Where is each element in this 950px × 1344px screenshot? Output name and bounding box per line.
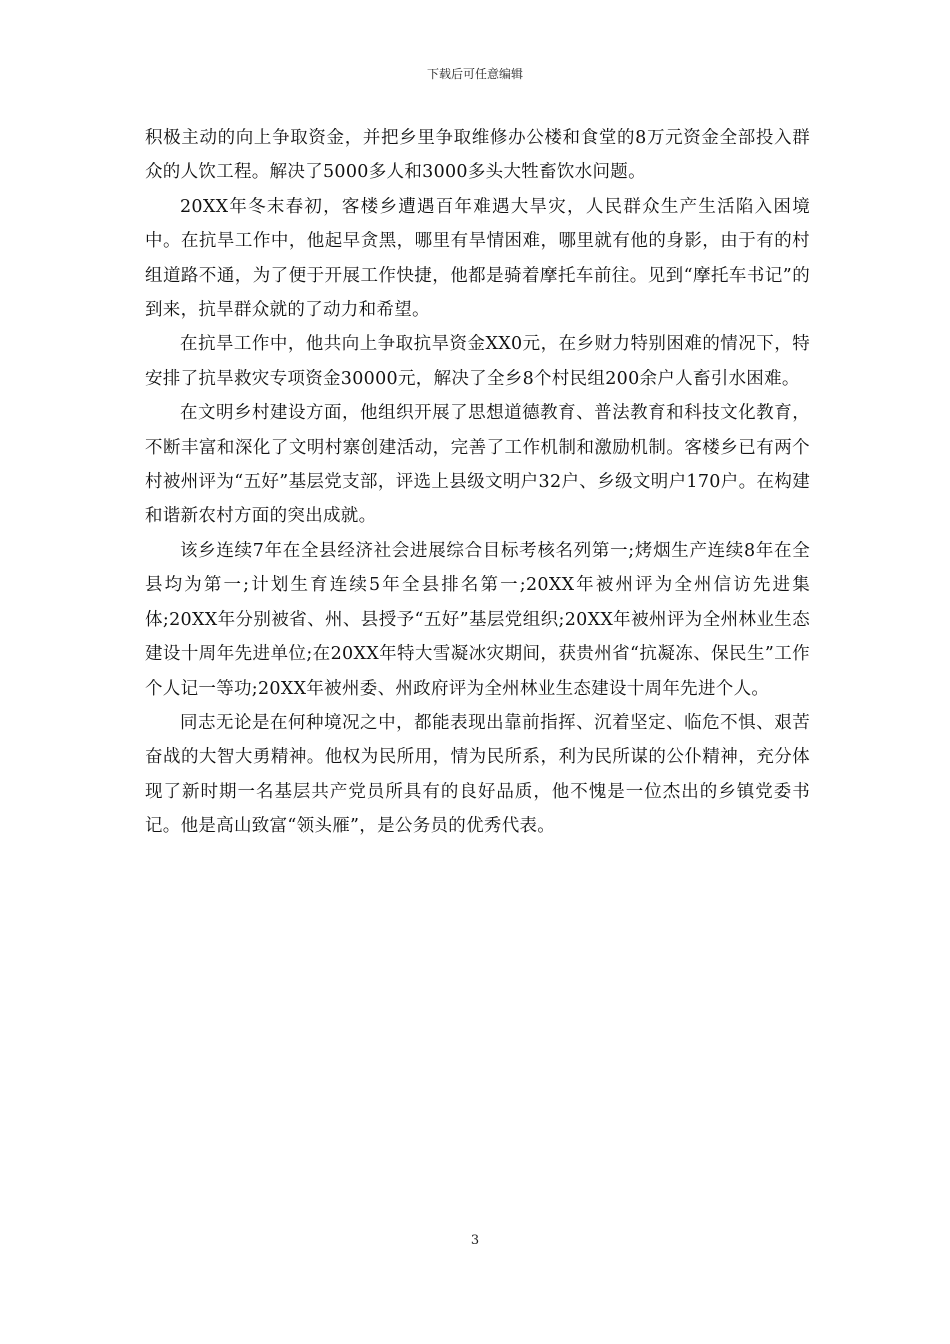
page-number: 3 — [470, 1233, 480, 1248]
paragraph-drought: 20XX年冬末春初，客楼乡遭遇百年难遇大旱灾，人民群众生产生活陷入困境中。在抗旱工作中，他起早贪黑，哪里有旱情困难，哪里就有他的身影，由于有的村组道路不通，为了便于开展工作快捷，他都是骑着摩托车前往。见到“摩托车书记”的到来，抗旱群众就的了动力和希望。 — [145, 196, 810, 321]
paragraph-civilized-village: 在文明乡村建设方面，他组织开展了思想道德教育、普法教育和科技文化教育，不断丰富和深化了文明村寨创建活动，完善了工作机制和激励机制。客楼乡已有两个村被州评为“五好”基层党支部，评选上县级文明户32户、乡级文明户170户。在构建和谐新农村方面的突出成就。 — [145, 403, 810, 527]
paragraph-achievements: 该乡连续7年在全县经济社会进展综合目标考核名列第一;烤烟生产连续8年在全县均为第一;计划生育连续5年全县排名第一;20XX年被州评为全州信访先进集体;20XX年分别被省、州、县授予“五好”基层党组织;20XX年被州评为全州林业生态建设十周年先进单位;在20XX年特大雪凝冰灾期间，获贵州省“抗凝冻、保民生”工作个人记一等功;20XX年被州委、州政府评为全州林业生态建设十周年先进个人。 — [145, 540, 810, 699]
page-header: 下载后可任意编辑 — [426, 67, 523, 81]
document-body — [145, 121, 810, 844]
paragraph-continued: 积极主动的向上争取资金，并把乡里争取维修办公楼和食堂的8万元资金全部投入群众的人饮工程。解决了5000多人和3000多头大牲畜饮水问题。 — [145, 128, 810, 183]
paragraph-drought-funds: 在抗旱工作中，他共向上争取抗旱资金XX0元，在乡财力特别困难的情况下，特安排了抗旱救灾专项资金30000元，解决了全乡8个村民组200余户人畜引水困难。 — [145, 334, 810, 389]
paragraph-conclusion: 同志无论是在何种境况之中，都能表现出靠前指挥、沉着坚定、临危不惧、艰苦奋战的大智大勇精神。他权为民所用，情为民所系，利为民所谋的公仆精神，充分体现了新时期一名基层共产党员所具有的良好品质，他不愧是一位杰出的乡镇党委书记。他是高山致富“领头雁”，是公务员的优秀代表。 — [145, 712, 810, 837]
